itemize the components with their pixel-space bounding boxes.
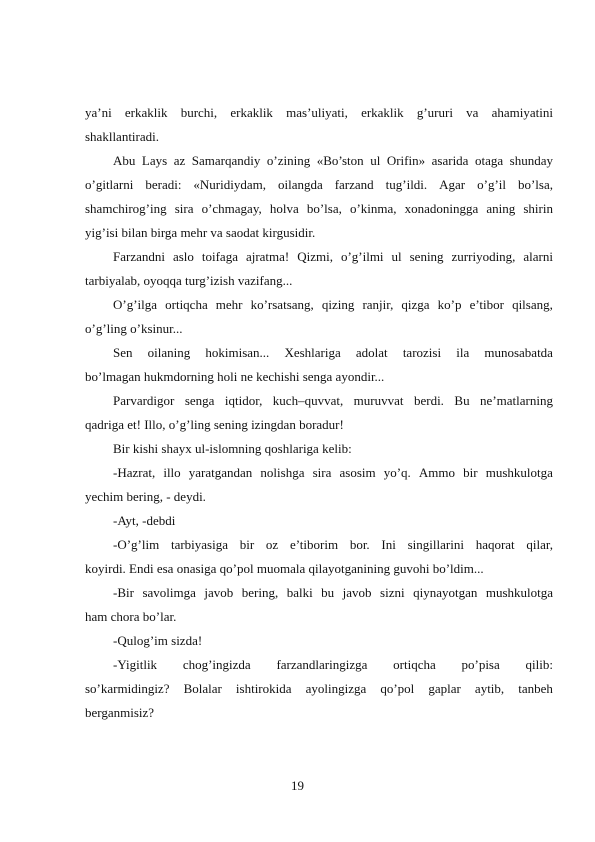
text-line: -Qulog’im sizda! bbox=[113, 633, 203, 648]
text-line: -Hazrat, illo yaratgandan nolishga sira asosim yo’q. Ammo bir mushkulotga bbox=[113, 465, 553, 480]
body-text bbox=[85, 101, 553, 725]
text-line: O’g’ilga ortiqcha mehr ko’rsatsang, qizing ranjir, qizga ko’p e’tibor qilsang, bbox=[113, 297, 553, 312]
text-line: shakllantiradi. bbox=[85, 129, 160, 144]
text-line: -Yigitlik chog’ingizda farzandlaringizga ortiqcha po’pisa qilib: bbox=[113, 657, 553, 672]
text-line: Bir kishi shayx ul-islomning qoshlariga kelib: bbox=[113, 441, 352, 456]
text-line: koyirdi. Endi esa onasiga qo’pol muomala qilayotganining guvohi bo’ldim... bbox=[85, 561, 484, 576]
text-line: o’gitlarni beradi: «Nuridiydam, oilangda farzand tug’ildi. Agar o’g’il bo’lsa, bbox=[85, 177, 553, 192]
text-line: Abu Lays az Samarqandiy o’zining «Bo’ston ul Orifin» asarida otaga shunday bbox=[113, 153, 553, 168]
text-line: tarbiyalab, oyoqqa turg’izish vazifang... bbox=[85, 273, 293, 288]
text-line: so’karmidingiz? Bolalar ishtirokida ayolingizga qo’pol gaplar aytib, tanbeh bbox=[85, 681, 553, 696]
text-line: ham chora bo’lar. bbox=[85, 609, 177, 624]
text-line: o’g’ling o’ksinur... bbox=[85, 321, 183, 336]
text-line: yig’isi bilan birga mehr va saodat kirgusidir. bbox=[85, 225, 316, 240]
page-number: 19 bbox=[291, 778, 304, 793]
text-line: yechim bering, - deydi. bbox=[85, 489, 206, 504]
text-line: qadriga et! Illo, o’g’ling sening izingdan boradur! bbox=[85, 417, 344, 432]
text-line: ya’ni erkaklik burchi, erkaklik mas’uliyati, erkaklik g’ururi va ahamiyatini bbox=[85, 105, 553, 120]
text-line: -O’g’lim tarbiyasiga bir oz e’tiborim bor. Ini singillarini haqorat qilar, bbox=[113, 537, 553, 552]
text-line: Sen oilaning hokimisan... Xeshlariga adolat tarozisi ila munosabatda bbox=[113, 345, 553, 360]
text-line: bo’lmagan hukmdorning holi ne kechishi senga ayondir... bbox=[85, 369, 385, 384]
text-line: -Ayt, -debdi bbox=[113, 513, 176, 528]
text-line: Parvardigor senga iqtidor, kuch–quvvat, muruvvat berdi. Bu ne’matlarning bbox=[113, 393, 553, 408]
text-line: -Bir savolimga javob bering, balki bu javob sizni qiynayotgan mushkulotga bbox=[113, 585, 553, 600]
text-line: Farzandni aslo toifaga ajratma! Qizmi, o’g’ilmi ul sening zurriyoding, alarni bbox=[113, 249, 553, 264]
text-line: shamchirog’ing sira o’chmagay, holva bo’lsa, o’kinma, xonadoningga aning shirin bbox=[85, 201, 553, 216]
text-line: berganmisiz? bbox=[85, 705, 155, 720]
